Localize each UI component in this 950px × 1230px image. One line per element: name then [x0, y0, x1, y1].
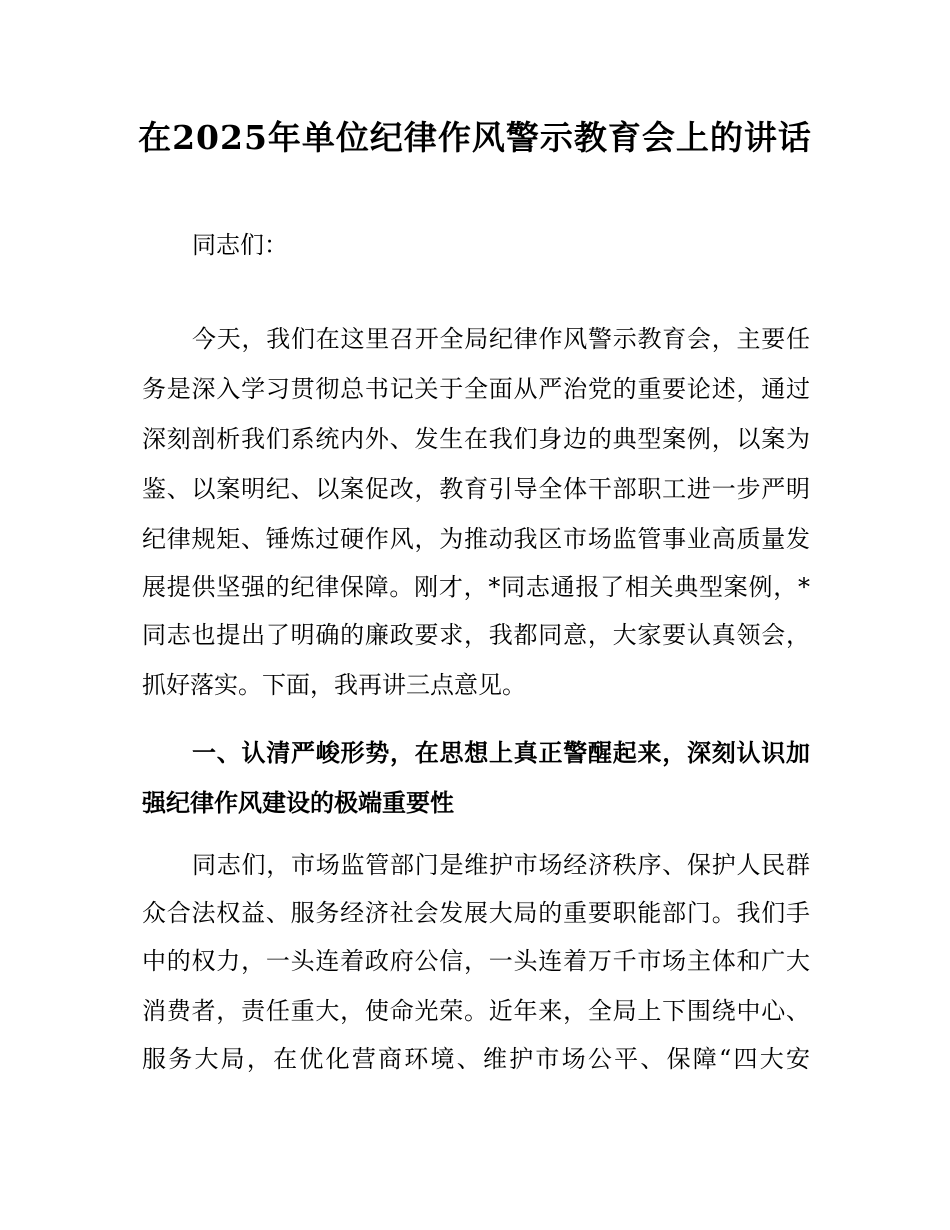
- text-line: 深刻剖析我们系统内外、发生在我们身边的典型案例，以案为: [142, 425, 810, 453]
- heading-line: 一、认清严峻形势，在思想上真正警醒起来，深刻认识加: [192, 739, 810, 767]
- text-line: 中的权力，一头连着政府公信，一头连着万千市场主体和广大: [142, 947, 810, 975]
- text-line: 抓好落实。下面，我再讲三点意见。: [142, 671, 526, 699]
- text-line: 今天，我们在这里召开全局纪律作风警示教育会，主要任: [192, 325, 810, 353]
- text-line: 同志们，市场监管部门是维护市场经济秩序、保护人民群: [192, 851, 810, 879]
- text-line: 鉴、以案明纪、以案促改，教育引导全体干部职工进一步严明: [142, 475, 810, 503]
- text-line: 同志也提出了明确的廉政要求，我都同意，大家要认真领会，: [142, 621, 810, 649]
- text-line: 服务大局，在优化营商环境、维护市场公平、保障“四大安: [142, 1045, 810, 1073]
- salutation: 同志们：: [192, 231, 288, 259]
- document-title: 在2025年单位纪律作风警示教育会上的讲话: [138, 118, 812, 157]
- text-line: 众合法权益、服务经济社会发展大局的重要职能部门。我们手: [142, 899, 810, 927]
- heading-line: 强纪律作风建设的极端重要性: [142, 789, 454, 817]
- text-line: 务是深入学习贯彻总书记关于全面从严治党的重要论述，通过: [142, 375, 810, 403]
- text-line: 纪律规矩、锤炼过硬作风，为推动我区市场监管事业高质量发: [142, 525, 810, 553]
- text-line: 消费者，责任重大，使命光荣。近年来，全局上下围绕中心、: [142, 997, 810, 1025]
- text-line: 展提供坚强的纪律保障。刚才，*同志通报了相关典型案例，*: [142, 573, 810, 601]
